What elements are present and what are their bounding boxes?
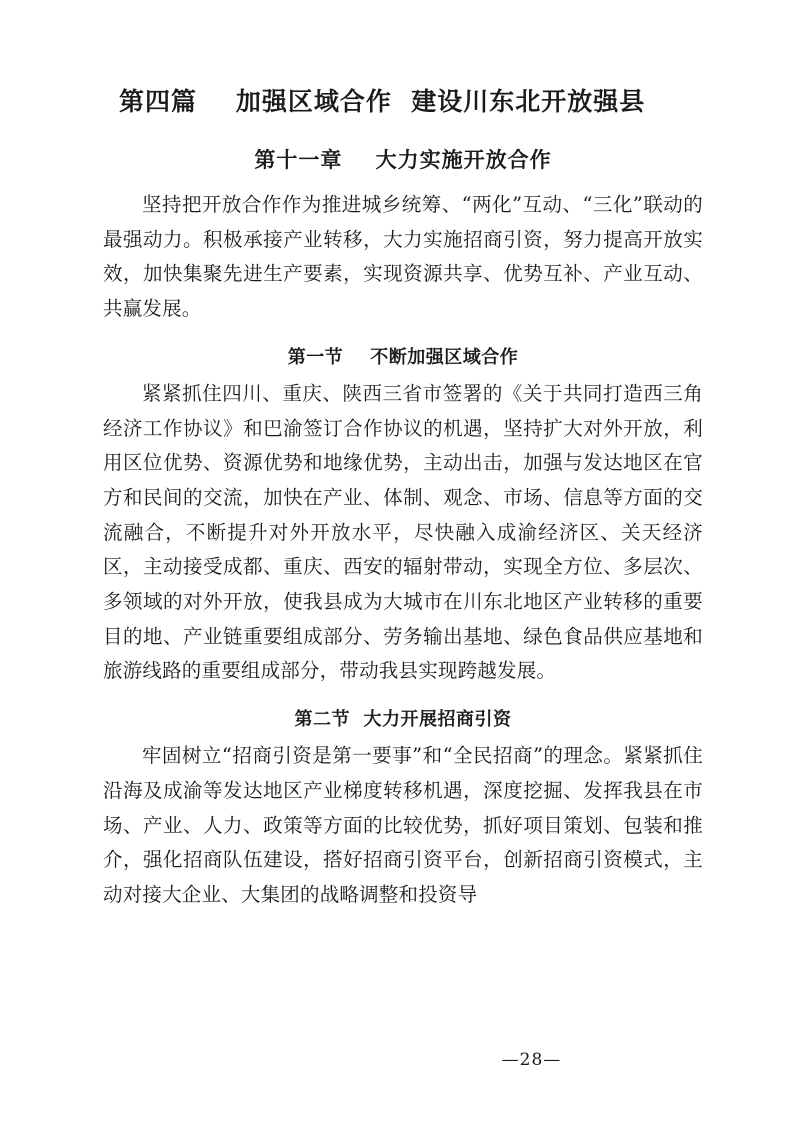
section-title-2: 第二节 大力开展招商引资 bbox=[294, 709, 512, 731]
page-number: —28— bbox=[501, 1050, 562, 1070]
chapter-title: 第十一章 大力实施开放合作 bbox=[254, 147, 552, 172]
chapter-intro-paragraph: 坚持把开放合作作为推进城乡统筹、“两化”互动、“三化”联动的最强动力。积极承接产业转移，大力实施招商引资，努力提高开放实效，加快集聚先进生产要素，实现资源共享、优势互补、产业互动、共赢发展。 bbox=[103, 193, 703, 321]
section-1-paragraph-1: 紧紧抓住四川、重庆、陕西三省市签署的《关于共同打造西三角经济工作协议》和巴渝签订合作协议的机遇，坚持扩大对外开放，利用区位优势、资源优势和地缘优势，主动出击，加强与发达地区在官方和民间的交流，加快在产业、体制、观念、市场、信息等方面的交流融合，不断提升对外开放水平，尽快融入成渝经济区、关天经济区，主动接受成都、重庆、西安的辐射带动，实现全方位、多层次、多领域的对外开放，使我县成为大城市在川东北地区产业转移的重要目的地、产业链重要组成部分、劳务输出基地、绿色食品供应基地和旅游线路的重要组成部分，带动我县实现跨越发展。 bbox=[103, 381, 703, 683]
section-2-paragraph-1: 牢固树立“招商引资是第一要事”和“全民招商”的理念。紧紧抓住沿海及成渝等发达地区产业梯度转移机遇，深度挖掘、发挥我县在市场、产业、人力、政策等方面的比较优势，抓好项目策划、包装和推介，强化招商队伍建设，搭好招商引资平台，创新招商引资模式，主动对接大企业、大集团的战略调整和投资导 bbox=[103, 744, 703, 906]
part-title: 第四篇 加强区域合作 建设川东北开放强县 bbox=[119, 87, 646, 116]
page-content bbox=[103, 82, 703, 915]
section-title-1: 第一节 不断加强区域合作 bbox=[287, 346, 519, 368]
